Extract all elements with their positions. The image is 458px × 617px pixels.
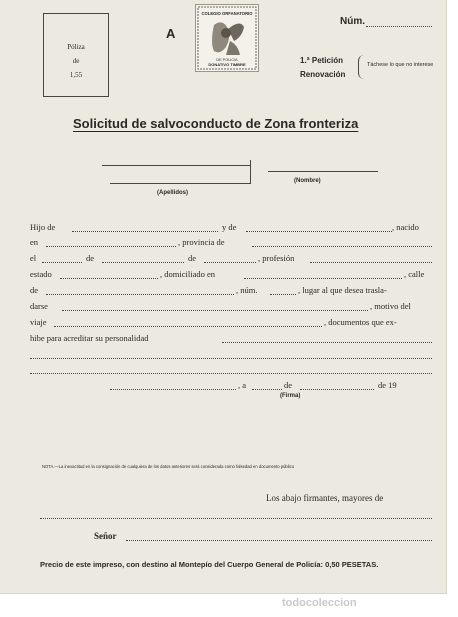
profession-field[interactable] bbox=[310, 262, 432, 263]
reason-label: , motivo del bbox=[370, 301, 411, 311]
charity-seal-stamp bbox=[195, 4, 259, 72]
province-label: , provincia de bbox=[178, 237, 225, 247]
fiscal-stamp-box bbox=[43, 13, 109, 97]
civil-status-label: estado bbox=[30, 269, 52, 279]
city-field[interactable] bbox=[110, 389, 236, 390]
birthplace-label: en bbox=[30, 237, 39, 247]
signature-month-field[interactable] bbox=[300, 389, 374, 390]
street-of-label: de bbox=[30, 285, 39, 295]
first-request-option: 1.ª Petición bbox=[300, 56, 343, 65]
reason-field[interactable] bbox=[54, 326, 322, 327]
documents-cont-label: hibe para acreditar su personalidad bbox=[30, 333, 149, 343]
reason-cont-label: viaje bbox=[30, 317, 47, 327]
form-title: Solicitud de salvoconducto de Zona fronteriza bbox=[73, 116, 359, 131]
parent-mother-label: y de bbox=[222, 222, 237, 232]
price-note: Precio de este impreso, con destino al Montepío del Cuerpo General de Policía: 0,50 PESETAS. bbox=[40, 560, 379, 569]
born-label: , nacido bbox=[392, 222, 419, 232]
street-field[interactable] bbox=[46, 294, 234, 295]
series-letter: A bbox=[166, 26, 176, 41]
surnames-caption: (Apellidos) bbox=[157, 190, 188, 196]
addressee-field-line[interactable] bbox=[126, 540, 432, 541]
stamp-box-line: 1,55 bbox=[69, 71, 83, 79]
mother-field[interactable] bbox=[246, 231, 392, 232]
civil-status-field[interactable] bbox=[60, 278, 158, 279]
name-caption: (Nombre) bbox=[294, 178, 321, 184]
legal-note: NOTA.—La inexactitud en la consignación de cualquiera de los datos anteriores será considerada como falsedad en documento público bbox=[42, 464, 295, 469]
witnesses-text: Los abajo firmantes, mayores de bbox=[266, 493, 384, 503]
father-field[interactable] bbox=[72, 231, 218, 232]
signature-year-label: de 19 bbox=[378, 380, 397, 390]
date-month-label: de bbox=[86, 253, 95, 263]
signature-caption: (Firma) bbox=[280, 393, 301, 399]
house-number-field[interactable] bbox=[270, 294, 296, 295]
day-field[interactable] bbox=[42, 262, 82, 263]
strike-note: Táchese lo que no interese bbox=[367, 62, 434, 68]
witnesses-field-line[interactable] bbox=[40, 518, 432, 519]
destination-label: , lugar al que desea trasla- bbox=[298, 285, 387, 295]
stamp-box-line: Póliza bbox=[67, 43, 85, 51]
documents-label: , documentos que ex- bbox=[324, 317, 397, 327]
documents-field[interactable] bbox=[222, 342, 432, 343]
destination-cont-label: darse bbox=[30, 301, 48, 311]
watermark: todocoleccion bbox=[282, 597, 357, 609]
name-line bbox=[268, 171, 378, 172]
addressee-label: Señor bbox=[94, 531, 117, 541]
parent-father-label: Hijo de bbox=[30, 222, 56, 232]
signature-month-label: de bbox=[284, 380, 293, 390]
seal-lettering: DE POLICIA bbox=[216, 58, 238, 62]
signature-day-field[interactable] bbox=[252, 389, 282, 390]
number-field-line bbox=[366, 26, 432, 27]
brace-mark bbox=[358, 55, 365, 79]
date-day-label: el bbox=[30, 253, 37, 263]
name-divider bbox=[250, 160, 251, 184]
month-field[interactable] bbox=[102, 262, 184, 263]
number-label: Núm. bbox=[340, 16, 365, 27]
year-field[interactable] bbox=[204, 262, 256, 263]
profession-label: , profesión bbox=[258, 253, 295, 263]
renewal-option: Renovación bbox=[300, 70, 346, 79]
extra-field-line[interactable] bbox=[30, 373, 432, 374]
surnames-underline bbox=[110, 183, 250, 184]
surnames-line bbox=[102, 165, 250, 166]
extra-field-line[interactable] bbox=[30, 358, 432, 359]
street-label: , calle bbox=[404, 269, 425, 279]
domicile-field[interactable] bbox=[244, 278, 402, 279]
birthplace-field[interactable] bbox=[46, 246, 176, 247]
domicile-label: , domiciliado en bbox=[160, 269, 216, 279]
province-field[interactable] bbox=[252, 246, 432, 247]
destination-field[interactable] bbox=[62, 310, 368, 311]
seal-lettering: COLEGIO ORFANATORIO bbox=[201, 11, 253, 16]
house-number-label: , núm. bbox=[236, 285, 258, 295]
stamp-box-line: de bbox=[72, 57, 80, 65]
city-label: , a bbox=[238, 380, 247, 390]
date-year-label: de bbox=[188, 253, 197, 263]
seal-lettering: DONATIVO TIMBRE bbox=[208, 62, 246, 67]
